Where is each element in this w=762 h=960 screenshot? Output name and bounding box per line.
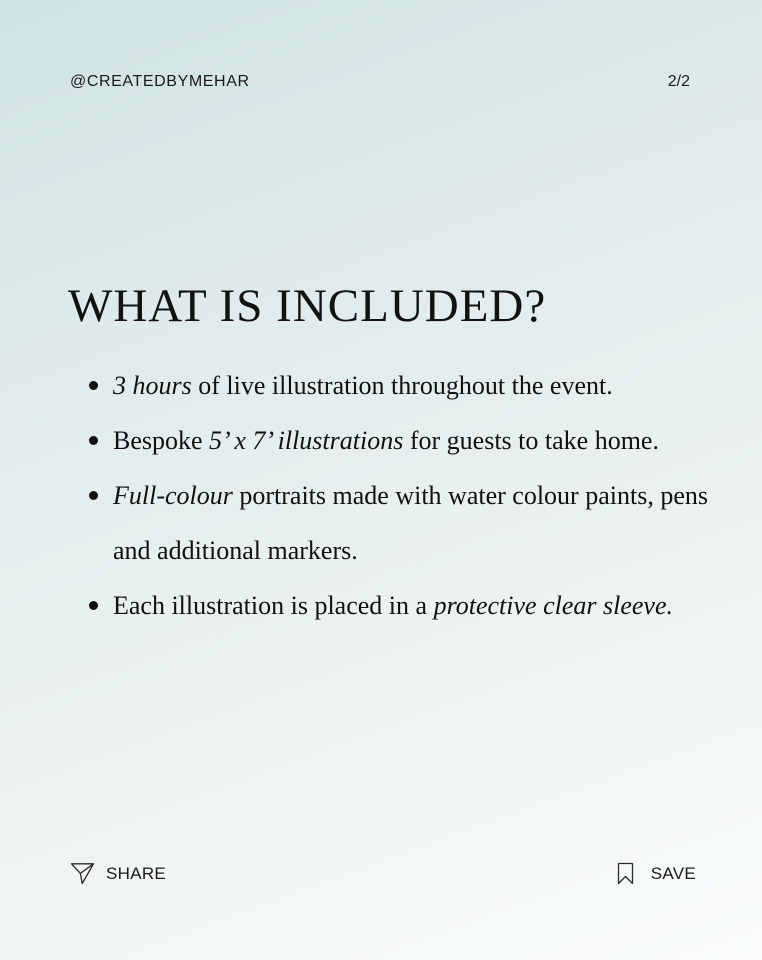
page-indicator: 2/2 (667, 73, 690, 90)
list-item-text: portraits made with water colour paints, pens and additional markers. (113, 481, 708, 565)
list-item-emphasis: protective clear sleeve. (433, 591, 673, 620)
list-item-emphasis: 5’ x 7’ illustrations (209, 426, 404, 455)
list-item-text: Each illustration is placed in a (113, 591, 434, 620)
save-button[interactable] (617, 862, 696, 885)
list-item-emphasis: Full-colour (113, 481, 233, 510)
list-item-text: for guests to take home. (403, 426, 659, 455)
list-item-text: of live illustration throughout the event. (191, 371, 613, 400)
included-list (86, 358, 736, 633)
list-item-text: Bespoke (113, 426, 210, 455)
list-item (86, 578, 736, 633)
paper-plane-icon (70, 862, 95, 885)
list-item-emphasis: 3 hours (113, 371, 192, 400)
account-handle[interactable]: @CREATEDBYMEHAR (70, 73, 250, 90)
share-label: SHARE (106, 863, 167, 883)
list-item (86, 413, 736, 468)
save-label: SAVE (650, 863, 696, 883)
list-item (86, 468, 736, 578)
share-button[interactable] (70, 862, 166, 885)
list-item (86, 358, 736, 413)
bookmark-icon (617, 862, 634, 885)
page-title: WHAT IS INCLUDED? (68, 280, 547, 332)
